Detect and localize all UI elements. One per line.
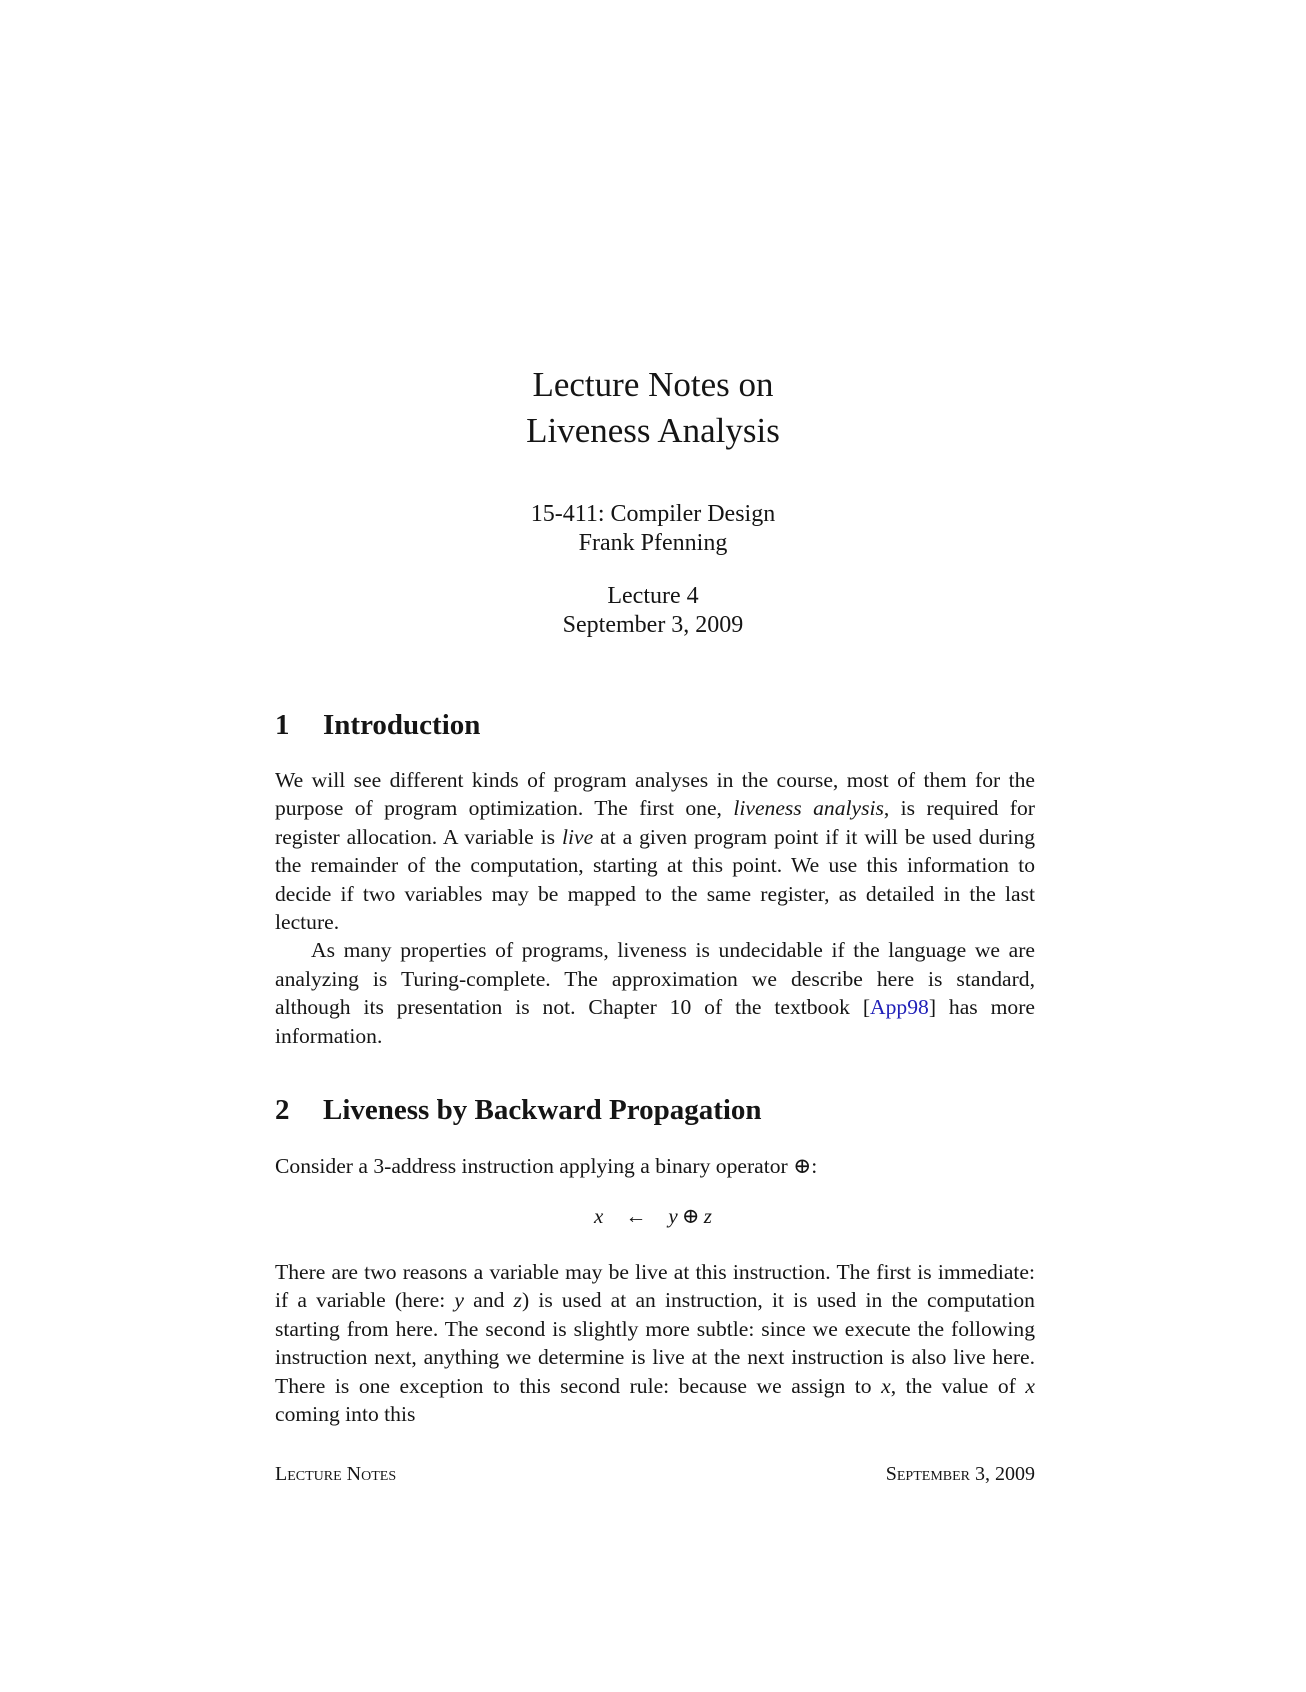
paragraph bbox=[275, 766, 1035, 936]
section-heading-introduction bbox=[275, 708, 480, 742]
title-line-2: Liveness Analysis bbox=[526, 411, 780, 450]
title-line-1: Lecture Notes on bbox=[532, 365, 774, 404]
lecture-date: September 3, 2009 bbox=[562, 612, 744, 638]
math-variable: y bbox=[454, 1288, 464, 1313]
lecture-info-block bbox=[0, 582, 1306, 640]
course-name: 15-411: Compiler Design bbox=[530, 501, 776, 527]
paragraph bbox=[275, 936, 1035, 1050]
section2-intro bbox=[275, 1152, 1035, 1180]
text-run: coming into this bbox=[275, 1402, 416, 1427]
text-run: , the value of bbox=[890, 1373, 1026, 1398]
equation-operator: ⊕ bbox=[681, 1204, 700, 1228]
lecture-number: Lecture 4 bbox=[607, 583, 699, 609]
math-variable: x bbox=[881, 1373, 891, 1398]
section-heading-liveness bbox=[275, 1093, 762, 1127]
text-run: As many properties of programs, liveness is undecidable if the language we are analyzing is Turing-complete. The approximation we describe here is standard, although its presentation is not. Chapter 10 of the textbook [ bbox=[275, 938, 1035, 1020]
display-equation bbox=[0, 1202, 1306, 1230]
author-name: Frank Pfenning bbox=[578, 530, 728, 556]
emphasis-text: live bbox=[562, 824, 594, 849]
equation-z: z bbox=[703, 1204, 712, 1228]
text-run: We will see different kinds of program analyses in the course, most of them for the purpose of program optimization. The first one, bbox=[275, 768, 1035, 821]
section-title: Liveness by Backward Propagation bbox=[323, 1094, 762, 1126]
text-run: ] has more information. bbox=[275, 995, 1035, 1048]
section-number: 1 bbox=[275, 709, 290, 741]
course-author-block bbox=[0, 500, 1306, 558]
text-run: , is required for register allocation. A variable is bbox=[275, 796, 1035, 849]
math-variable: x bbox=[1025, 1373, 1035, 1398]
math-variable: z bbox=[513, 1288, 522, 1313]
equation-y: y bbox=[668, 1204, 678, 1228]
introduction-body bbox=[275, 766, 1035, 1050]
section-number: 2 bbox=[275, 1094, 290, 1126]
section-title: Introduction bbox=[323, 709, 481, 741]
paragraph bbox=[275, 1258, 1035, 1428]
document-title bbox=[0, 362, 1306, 454]
paragraph: Consider a 3-address instruction applying a binary operator ⊕: bbox=[275, 1154, 818, 1178]
text-run: at a given program point if it will be used during the remainder of the computation, starting at this point. We use this information to decide if two variables may be mapped to the same register, as detailed in the last lecture. bbox=[275, 824, 1035, 935]
text-run: and bbox=[464, 1288, 514, 1313]
footer-left: Lecture Notes bbox=[275, 1463, 397, 1485]
emphasis-text: liveness analysis bbox=[733, 796, 884, 821]
section2-body bbox=[275, 1258, 1035, 1428]
text-run: ) is used at an instruction, it is used in the computation starting from here. The second is slightly more subtle: since we execute the following instruction next, anything we determine is live at the next instruction is also live here. There is one exception to this second rule: because we assign to bbox=[275, 1288, 1035, 1398]
citation-link[interactable]: App98 bbox=[870, 995, 929, 1020]
text-run: There are two reasons a variable may be live at this instruction. The first is immediate: if a variable (here: bbox=[275, 1260, 1035, 1313]
equation-lhs: x bbox=[594, 1204, 604, 1228]
footer-right: September 3, 2009 bbox=[885, 1463, 1035, 1485]
equation-arrow: ← bbox=[625, 1204, 647, 1228]
